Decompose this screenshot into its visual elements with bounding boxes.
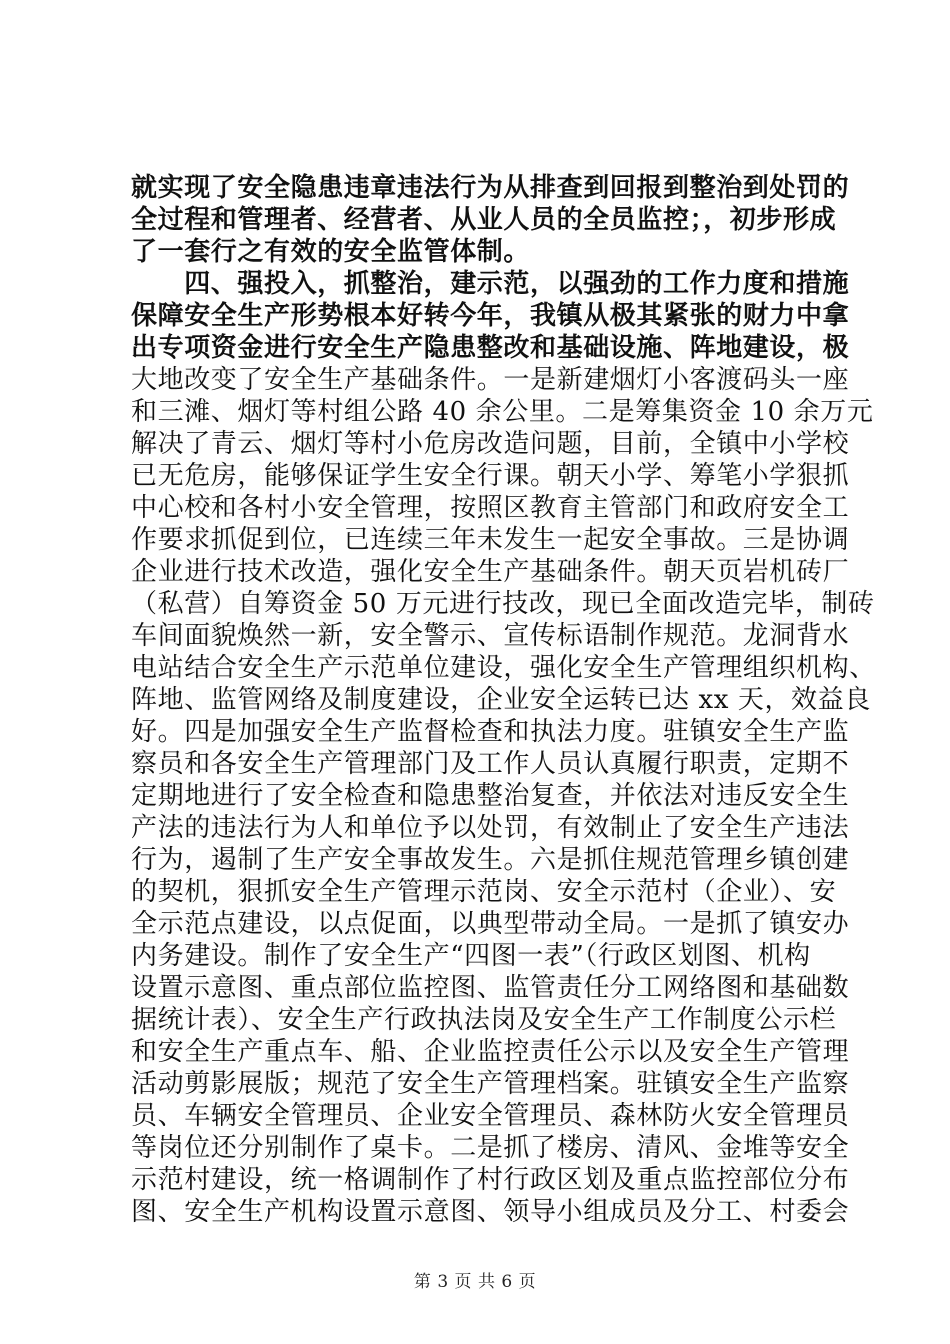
text-line: 了一套行之有效的安全监管体制。 bbox=[131, 237, 531, 267]
page-footer: 第 3 页 共 6 页 bbox=[413, 1272, 537, 1292]
text-line: 好。四是加强安全生产监督检查和执法力度。驻镇安全生产监 bbox=[131, 717, 850, 747]
text-line: 保障安全生产形势根本好转今年，我镇从极其紧张的财力中拿 bbox=[131, 301, 850, 331]
text-line: 定期地进行了安全检查和隐患整治复查，并依法对违反安全生 bbox=[131, 781, 850, 811]
text-line: 出专项资金进行安全生产隐患整改和基础设施、阵地建设，极 bbox=[131, 333, 850, 363]
text-line: 企业进行技术改造，强化安全生产基础条件。朝天页岩机砖厂 bbox=[131, 557, 850, 587]
text-line: 内务建设。制作了安全生产“四图一表”（行政区划图、机构 bbox=[131, 941, 811, 971]
text-line: 图、安全生产机构设置示意图、领导小组成员及分工、村委会 bbox=[131, 1197, 850, 1227]
text-line: 全示范点建设，以点促面，以典型带动全局。一是抓了镇安办 bbox=[131, 909, 850, 939]
text-line: 行为，遏制了生产安全事故发生。六是抓住规范管理乡镇创建 bbox=[131, 845, 850, 875]
text-line: 大地改变了安全生产基础条件。一是新建烟灯小客渡码头一座 bbox=[131, 365, 850, 395]
text-line: 活动剪影展版；规范了安全生产管理档案。驻镇安全生产监察 bbox=[131, 1069, 850, 1099]
text-line: 和三滩、烟灯等村组公路 40 余公里。二是筹集资金 10 余万元 bbox=[131, 397, 874, 427]
text-line: 察员和各安全生产管理部门及工作人员认真履行职责，定期不 bbox=[131, 749, 850, 779]
text-line: 就实现了安全隐患违章违法行为从排查到回报到整治到处罚的 bbox=[131, 173, 850, 203]
text-line: 据统计表）、安全生产行政执法岗及安全生产工作制度公示栏 bbox=[131, 1005, 837, 1035]
text-line: 和安全生产重点车、船、企业监控责任公示以及安全生产管理 bbox=[131, 1037, 850, 1067]
text-line: 全过程和管理者、经营者、从业人员的全员监控；，初步形成 bbox=[131, 205, 837, 235]
text-line: 电站结合安全生产示范单位建设，强化安全生产管理组织机构、 bbox=[131, 653, 876, 683]
text-line: 四、强投入，抓整治，建示范，以强劲的工作力度和措施 bbox=[131, 269, 850, 299]
text-line: （私营）自筹资金 50 万元进行技改，现已全面改造完毕，制砖 bbox=[131, 589, 875, 619]
text-line: 车间面貌焕然一新，安全警示、宣传标语制作规范。龙洞背水 bbox=[131, 621, 850, 651]
text-line: 阵地、监管网络及制度建设，企业安全运转已达 xx 天，效益良 bbox=[131, 685, 871, 715]
text-line: 示范村建设，统一格调制作了村行政区划及重点监控部位分布 bbox=[131, 1165, 850, 1195]
text-line: 设置示意图、重点部位监控图、监管责任分工网络图和基础数 bbox=[131, 973, 850, 1003]
text-line: 员、车辆安全管理员、企业安全管理员、森林防火安全管理员 bbox=[131, 1101, 850, 1131]
text-line: 中心校和各村小安全管理，按照区教育主管部门和政府安全工 bbox=[131, 493, 850, 523]
text-line: 已无危房，能够保证学生安全行课。朝天小学、筹笔小学狠抓 bbox=[131, 461, 850, 491]
text-line: 产法的违法行为人和单位予以处罚，有效制止了安全生产违法 bbox=[131, 813, 850, 843]
text-line: 解决了青云、烟灯等村小危房改造问题，目前，全镇中小学校 bbox=[131, 429, 850, 459]
text-line: 等岗位还分别制作了桌卡。二是抓了楼房、清风、金堆等安全 bbox=[131, 1133, 850, 1163]
text-line: 的契机，狠抓安全生产管理示范岗、安全示范村（企业）、安 bbox=[131, 877, 837, 907]
text-line: 作要求抓促到位，已连续三年未发生一起安全事故。三是协调 bbox=[131, 525, 850, 555]
